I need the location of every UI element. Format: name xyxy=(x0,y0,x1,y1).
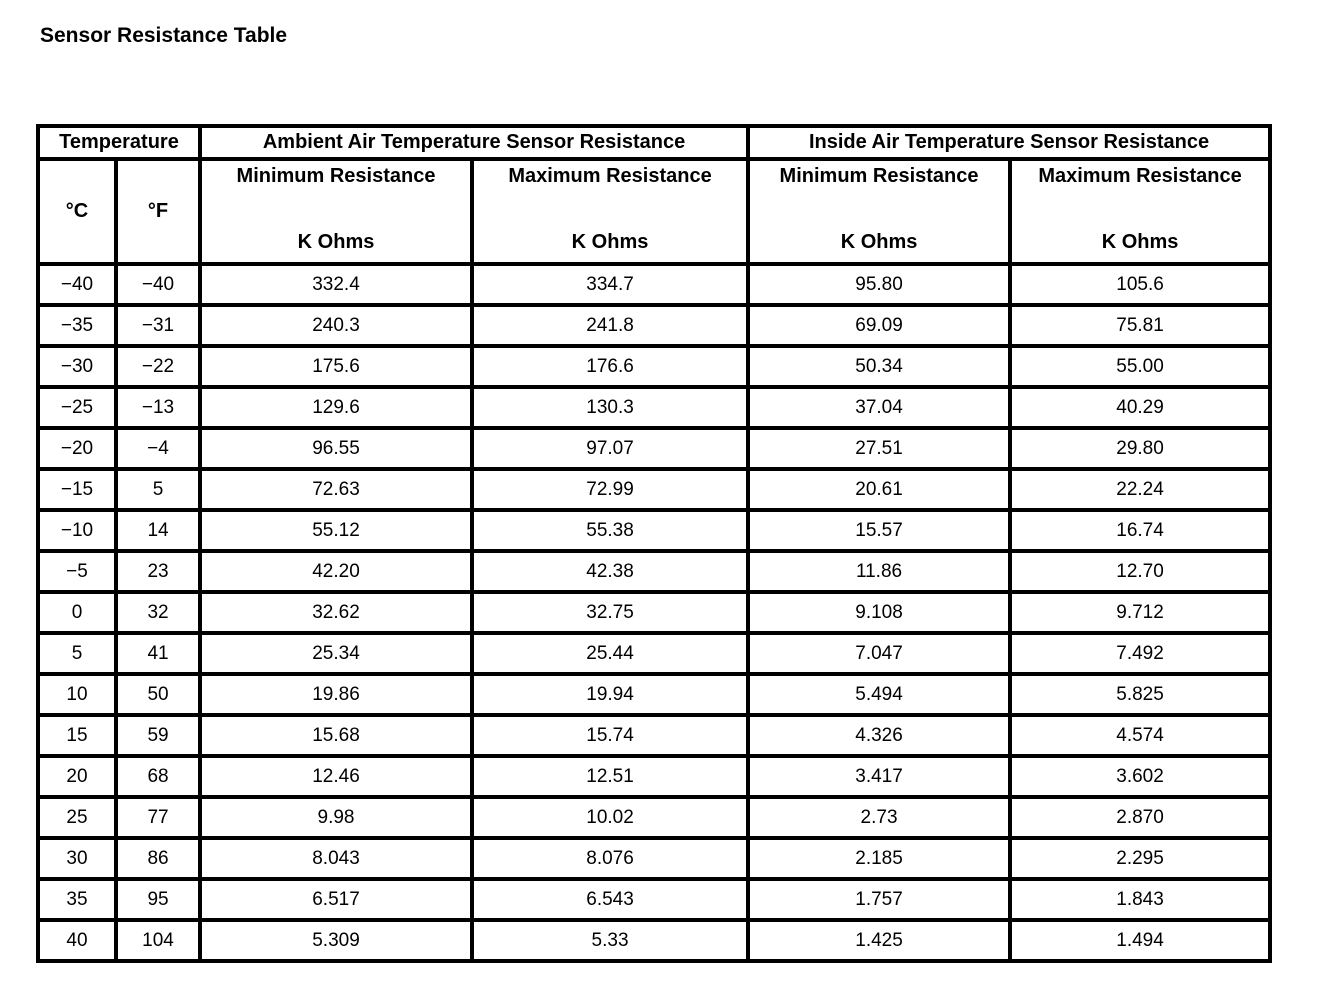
header-inside-min-label: Minimum Resistance xyxy=(779,165,979,187)
cell-ambient-max: 8.076 xyxy=(472,838,748,879)
table-row xyxy=(38,756,1270,797)
cell-c: −20 xyxy=(38,428,116,469)
cell-c: −10 xyxy=(38,510,116,551)
cell-c: −35 xyxy=(38,305,116,346)
table-row xyxy=(38,469,1270,510)
header-ambient-max-label: Maximum Resistance xyxy=(508,165,712,187)
cell-inside-max: 29.80 xyxy=(1010,428,1270,469)
cell-inside-max: 75.81 xyxy=(1010,305,1270,346)
cell-f: 86 xyxy=(116,838,200,879)
table-row xyxy=(38,305,1270,346)
cell-inside-max: 7.492 xyxy=(1010,633,1270,674)
header-inside-sensor: Inside Air Temperature Sensor Resistance xyxy=(748,126,1270,159)
cell-ambient-min: 129.6 xyxy=(200,387,472,428)
cell-ambient-min: 240.3 xyxy=(200,305,472,346)
cell-f: 77 xyxy=(116,797,200,838)
cell-inside-max: 105.6 xyxy=(1010,264,1270,305)
cell-ambient-max: 19.94 xyxy=(472,674,748,715)
cell-inside-min: 3.417 xyxy=(748,756,1010,797)
cell-f: 5 xyxy=(116,469,200,510)
cell-inside-min: 95.80 xyxy=(748,264,1010,305)
header-temperature: Temperature xyxy=(38,126,200,159)
table-row xyxy=(38,633,1270,674)
cell-c: 15 xyxy=(38,715,116,756)
cell-inside-min: 7.047 xyxy=(748,633,1010,674)
table-header xyxy=(38,126,1270,264)
cell-ambient-max: 12.51 xyxy=(472,756,748,797)
table-row xyxy=(38,387,1270,428)
cell-c: −15 xyxy=(38,469,116,510)
header-inside-max-unit: K Ohms xyxy=(1101,231,1179,253)
table-row xyxy=(38,346,1270,387)
sensor-resistance-table xyxy=(36,124,1272,963)
header-group-row xyxy=(38,126,1270,159)
cell-inside-max: 4.574 xyxy=(1010,715,1270,756)
cell-ambient-min: 42.20 xyxy=(200,551,472,592)
cell-inside-min: 27.51 xyxy=(748,428,1010,469)
header-celsius: °C xyxy=(38,159,116,264)
cell-f: −4 xyxy=(116,428,200,469)
header-ambient-min xyxy=(200,159,472,264)
cell-inside-max: 55.00 xyxy=(1010,346,1270,387)
cell-c: 5 xyxy=(38,633,116,674)
cell-inside-min: 2.73 xyxy=(748,797,1010,838)
cell-f: 23 xyxy=(116,551,200,592)
header-ambient-sensor: Ambient Air Temperature Sensor Resistance xyxy=(200,126,748,159)
header-inside-min xyxy=(748,159,1010,264)
header-ambient-min-unit: K Ohms xyxy=(297,231,375,253)
table-row xyxy=(38,592,1270,633)
cell-ambient-max: 5.33 xyxy=(472,920,748,961)
cell-ambient-min: 9.98 xyxy=(200,797,472,838)
cell-c: −25 xyxy=(38,387,116,428)
cell-ambient-min: 6.517 xyxy=(200,879,472,920)
cell-ambient-max: 72.99 xyxy=(472,469,748,510)
cell-f: 95 xyxy=(116,879,200,920)
cell-inside-min: 5.494 xyxy=(748,674,1010,715)
cell-c: −30 xyxy=(38,346,116,387)
cell-ambient-min: 96.55 xyxy=(200,428,472,469)
header-inside-max-label: Maximum Resistance xyxy=(1038,165,1242,187)
cell-c: −40 xyxy=(38,264,116,305)
page-title: Sensor Resistance Table xyxy=(40,24,288,47)
cell-inside-min: 15.57 xyxy=(748,510,1010,551)
cell-f: 68 xyxy=(116,756,200,797)
cell-ambient-max: 241.8 xyxy=(472,305,748,346)
cell-inside-min: 2.185 xyxy=(748,838,1010,879)
cell-inside-min: 50.34 xyxy=(748,346,1010,387)
cell-inside-max: 1.494 xyxy=(1010,920,1270,961)
cell-ambient-min: 332.4 xyxy=(200,264,472,305)
cell-ambient-min: 15.68 xyxy=(200,715,472,756)
table-row xyxy=(38,715,1270,756)
table-row xyxy=(38,428,1270,469)
cell-ambient-max: 130.3 xyxy=(472,387,748,428)
cell-inside-max: 2.295 xyxy=(1010,838,1270,879)
cell-f: 32 xyxy=(116,592,200,633)
cell-ambient-max: 42.38 xyxy=(472,551,748,592)
cell-ambient-max: 55.38 xyxy=(472,510,748,551)
table-row xyxy=(38,838,1270,879)
cell-ambient-min: 8.043 xyxy=(200,838,472,879)
cell-inside-max: 16.74 xyxy=(1010,510,1270,551)
header-ambient-max-content xyxy=(474,161,746,262)
cell-inside-max: 5.825 xyxy=(1010,674,1270,715)
cell-ambient-min: 19.86 xyxy=(200,674,472,715)
header-ambient-min-label: Minimum Resistance xyxy=(236,165,436,187)
cell-ambient-min: 25.34 xyxy=(200,633,472,674)
cell-c: 0 xyxy=(38,592,116,633)
cell-ambient-max: 176.6 xyxy=(472,346,748,387)
cell-c: 20 xyxy=(38,756,116,797)
cell-f: 104 xyxy=(116,920,200,961)
header-inside-min-unit: K Ohms xyxy=(840,231,918,253)
cell-inside-min: 1.757 xyxy=(748,879,1010,920)
cell-ambient-min: 32.62 xyxy=(200,592,472,633)
cell-inside-min: 4.326 xyxy=(748,715,1010,756)
cell-f: −40 xyxy=(116,264,200,305)
cell-f: 14 xyxy=(116,510,200,551)
cell-inside-min: 69.09 xyxy=(748,305,1010,346)
cell-f: 50 xyxy=(116,674,200,715)
cell-c: 10 xyxy=(38,674,116,715)
cell-inside-min: 9.108 xyxy=(748,592,1010,633)
cell-ambient-max: 6.543 xyxy=(472,879,748,920)
cell-ambient-min: 12.46 xyxy=(200,756,472,797)
cell-ambient-max: 10.02 xyxy=(472,797,748,838)
header-inside-max-content xyxy=(1012,161,1268,262)
header-ambient-max-unit: K Ohms xyxy=(571,231,649,253)
cell-ambient-min: 72.63 xyxy=(200,469,472,510)
table-row xyxy=(38,879,1270,920)
cell-inside-max: 12.70 xyxy=(1010,551,1270,592)
cell-f: −22 xyxy=(116,346,200,387)
table-row xyxy=(38,674,1270,715)
table-row xyxy=(38,510,1270,551)
header-fahrenheit: °F xyxy=(116,159,200,264)
header-inside-max xyxy=(1010,159,1270,264)
cell-inside-max: 9.712 xyxy=(1010,592,1270,633)
cell-ambient-max: 15.74 xyxy=(472,715,748,756)
cell-f: 41 xyxy=(116,633,200,674)
cell-ambient-max: 32.75 xyxy=(472,592,748,633)
cell-inside-max: 3.602 xyxy=(1010,756,1270,797)
cell-ambient-max: 25.44 xyxy=(472,633,748,674)
cell-inside-max: 2.870 xyxy=(1010,797,1270,838)
table-row xyxy=(38,551,1270,592)
cell-ambient-max: 97.07 xyxy=(472,428,748,469)
cell-c: 40 xyxy=(38,920,116,961)
cell-f: −13 xyxy=(116,387,200,428)
cell-inside-min: 20.61 xyxy=(748,469,1010,510)
cell-ambient-min: 175.6 xyxy=(200,346,472,387)
cell-inside-max: 22.24 xyxy=(1010,469,1270,510)
cell-c: −5 xyxy=(38,551,116,592)
cell-c: 30 xyxy=(38,838,116,879)
header-inside-min-content xyxy=(750,161,1008,262)
header-ambient-max xyxy=(472,159,748,264)
cell-inside-max: 1.843 xyxy=(1010,879,1270,920)
header-ambient-min-content xyxy=(202,161,470,262)
table-row xyxy=(38,920,1270,961)
cell-f: −31 xyxy=(116,305,200,346)
cell-ambient-min: 55.12 xyxy=(200,510,472,551)
table-row xyxy=(38,264,1270,305)
header-column-row xyxy=(38,159,1270,264)
cell-inside-min: 37.04 xyxy=(748,387,1010,428)
cell-c: 35 xyxy=(38,879,116,920)
cell-ambient-min: 5.309 xyxy=(200,920,472,961)
table-body xyxy=(38,264,1270,961)
cell-inside-min: 11.86 xyxy=(748,551,1010,592)
cell-inside-min: 1.425 xyxy=(748,920,1010,961)
cell-inside-max: 40.29 xyxy=(1010,387,1270,428)
table-row xyxy=(38,797,1270,838)
cell-ambient-max: 334.7 xyxy=(472,264,748,305)
cell-f: 59 xyxy=(116,715,200,756)
cell-c: 25 xyxy=(38,797,116,838)
